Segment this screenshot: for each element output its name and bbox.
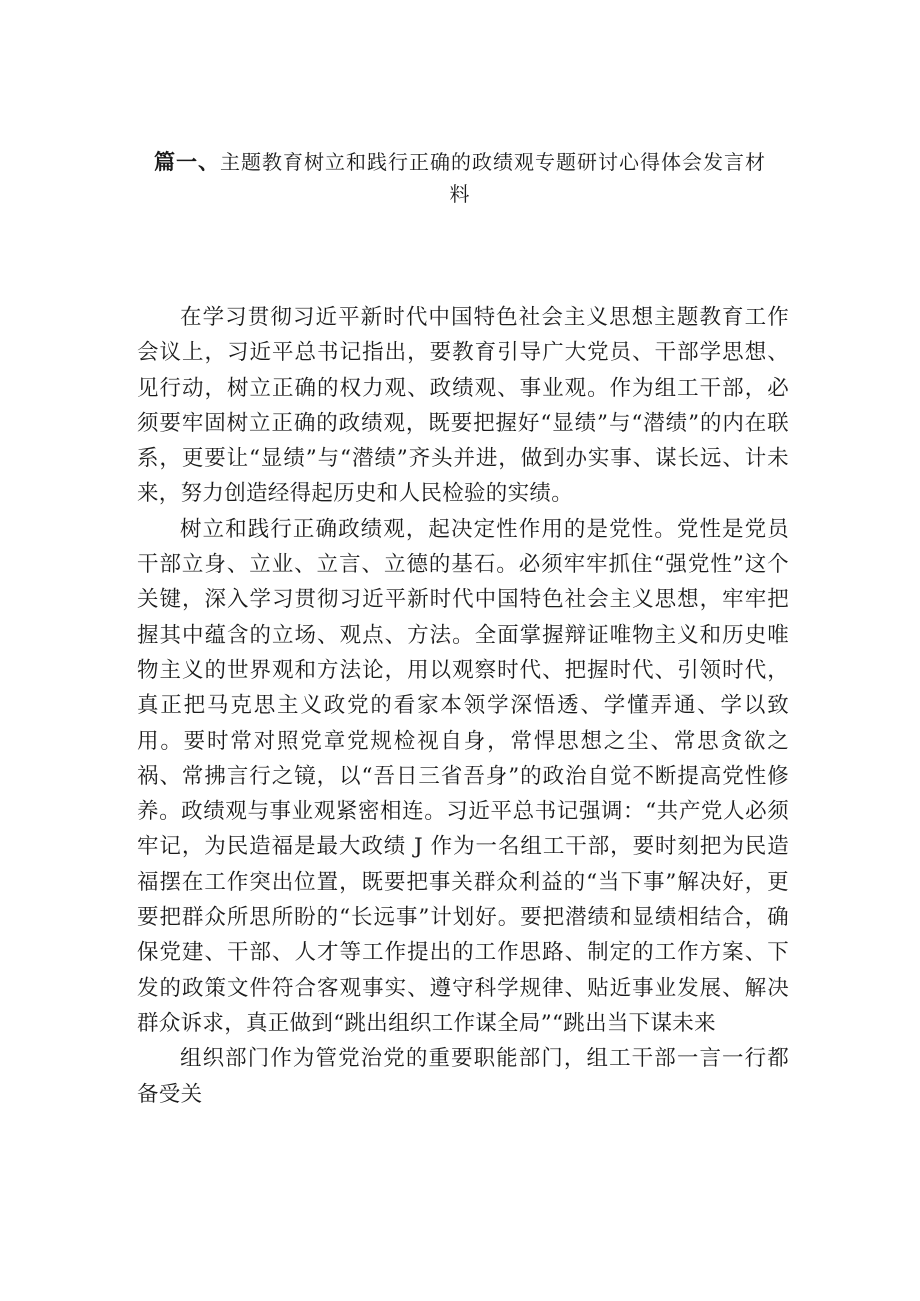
title-prefix: 篇一、: [154, 150, 220, 174]
paragraph-3: 组织部门作为管党治党的重要职能部门，组工干部一言一行都备受关: [137, 1046, 789, 1107]
document-title: [0, 146, 920, 176]
document-title-continuation: 料: [449, 182, 471, 206]
paragraph-2: 树立和践行正确政绩观，起决定性作用的是党性。党性是党员干部立身、立业、立言、立德的基石。必须牢牢抓住“强党性”这个关键，深入学习贯彻习近平新时代中国特色社会主义思想，牢牢把握其中蕴含的立场、观点、方法。全面掌握辩证唯物主义和历史唯物主义的世界观和方法论，用以观察时代、把握时代、引领时代，真正把马克思主义政党的看家本领学深悟透、学懂弄通、学以致用。要时常对照党章党规检视自身，常悍思想之尘、常思贪欲之祸、常拂言行之镜，以“吾日三省吾身”的政治自觉不断提高党性修养。政绩观与事业观紧密相连。习近平总书记强调：“共产党人必须牢记，为民造福是最大政绩 J 作为一名组工干部，要时刻把为民造福摆在工作突出位置，既要把事关群众利益的“当下事”解决好，更要把群众所思所盼的“长远事”计划好。要把潜绩和显绩相结合，确保党建、干部、人才等工作提出的工作思路、制定的工作方案、下发的政策文件符合客观事实、遵守科学规律、贴近事业发展、解决群众诉求，真正做到“跳出组织工作谋全局”“跳出当下谋未来: [137, 516, 789, 1036]
paragraph-1: 在学习贯彻习近平新时代中国特色社会主义思想主题教育工作会议上，习近平总书记指出，要教育引导广大党员、干部学思想、见行动，树立正确的权力观、政绩观、事业观。作为组工干部，必须要牢固树立正确的政绩观，既要把握好“显绩”与“潜绩”的内在联系，更要让“显绩”与“潜绩”齐头并进，做到办实事、谋长远、计未来，努力创造经得起历史和人民检验的实绩。: [137, 305, 789, 507]
document-body: [137, 300, 789, 1112]
title-text-line1: 主题教育树立和践行正确的政绩观专题研讨心得体会发言材: [220, 150, 766, 174]
